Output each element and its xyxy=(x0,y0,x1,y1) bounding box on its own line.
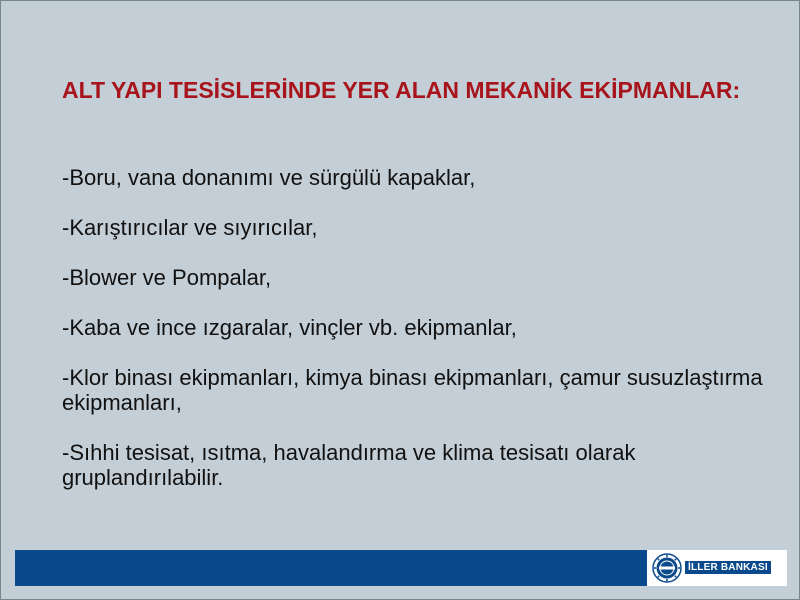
list-item: -Blower ve Pompalar, xyxy=(62,265,272,290)
list-item: -Kaba ve ince ızgaralar, vinçler vb. ekipmanlar, xyxy=(62,315,517,340)
list-item: -Boru, vana donanımı ve sürgülü kapaklar, xyxy=(62,165,476,190)
footer-bar xyxy=(15,550,787,586)
slide-title: ALT YAPI TESİSLERİNDE YER ALAN MEKANİK EKİPMANLAR: xyxy=(62,77,741,103)
list-item: -Klor binası ekipmanları, kimya binası ekipmanları, çamur susuzlaştırma ekipmanları, xyxy=(62,365,763,415)
list-item: -Sıhhi tesisat, ısıtma, havalandırma ve klima tesisatı olarak gruplandırılabilir. xyxy=(62,440,636,490)
iller-bankasi-emblem-icon xyxy=(652,553,682,583)
equipment-list xyxy=(62,165,782,515)
bank-logo-text: İLLER BANKASI xyxy=(685,561,771,574)
list-item: -Karıştırıcılar ve sıyırıcılar, xyxy=(62,215,318,240)
bank-logo xyxy=(647,550,787,586)
